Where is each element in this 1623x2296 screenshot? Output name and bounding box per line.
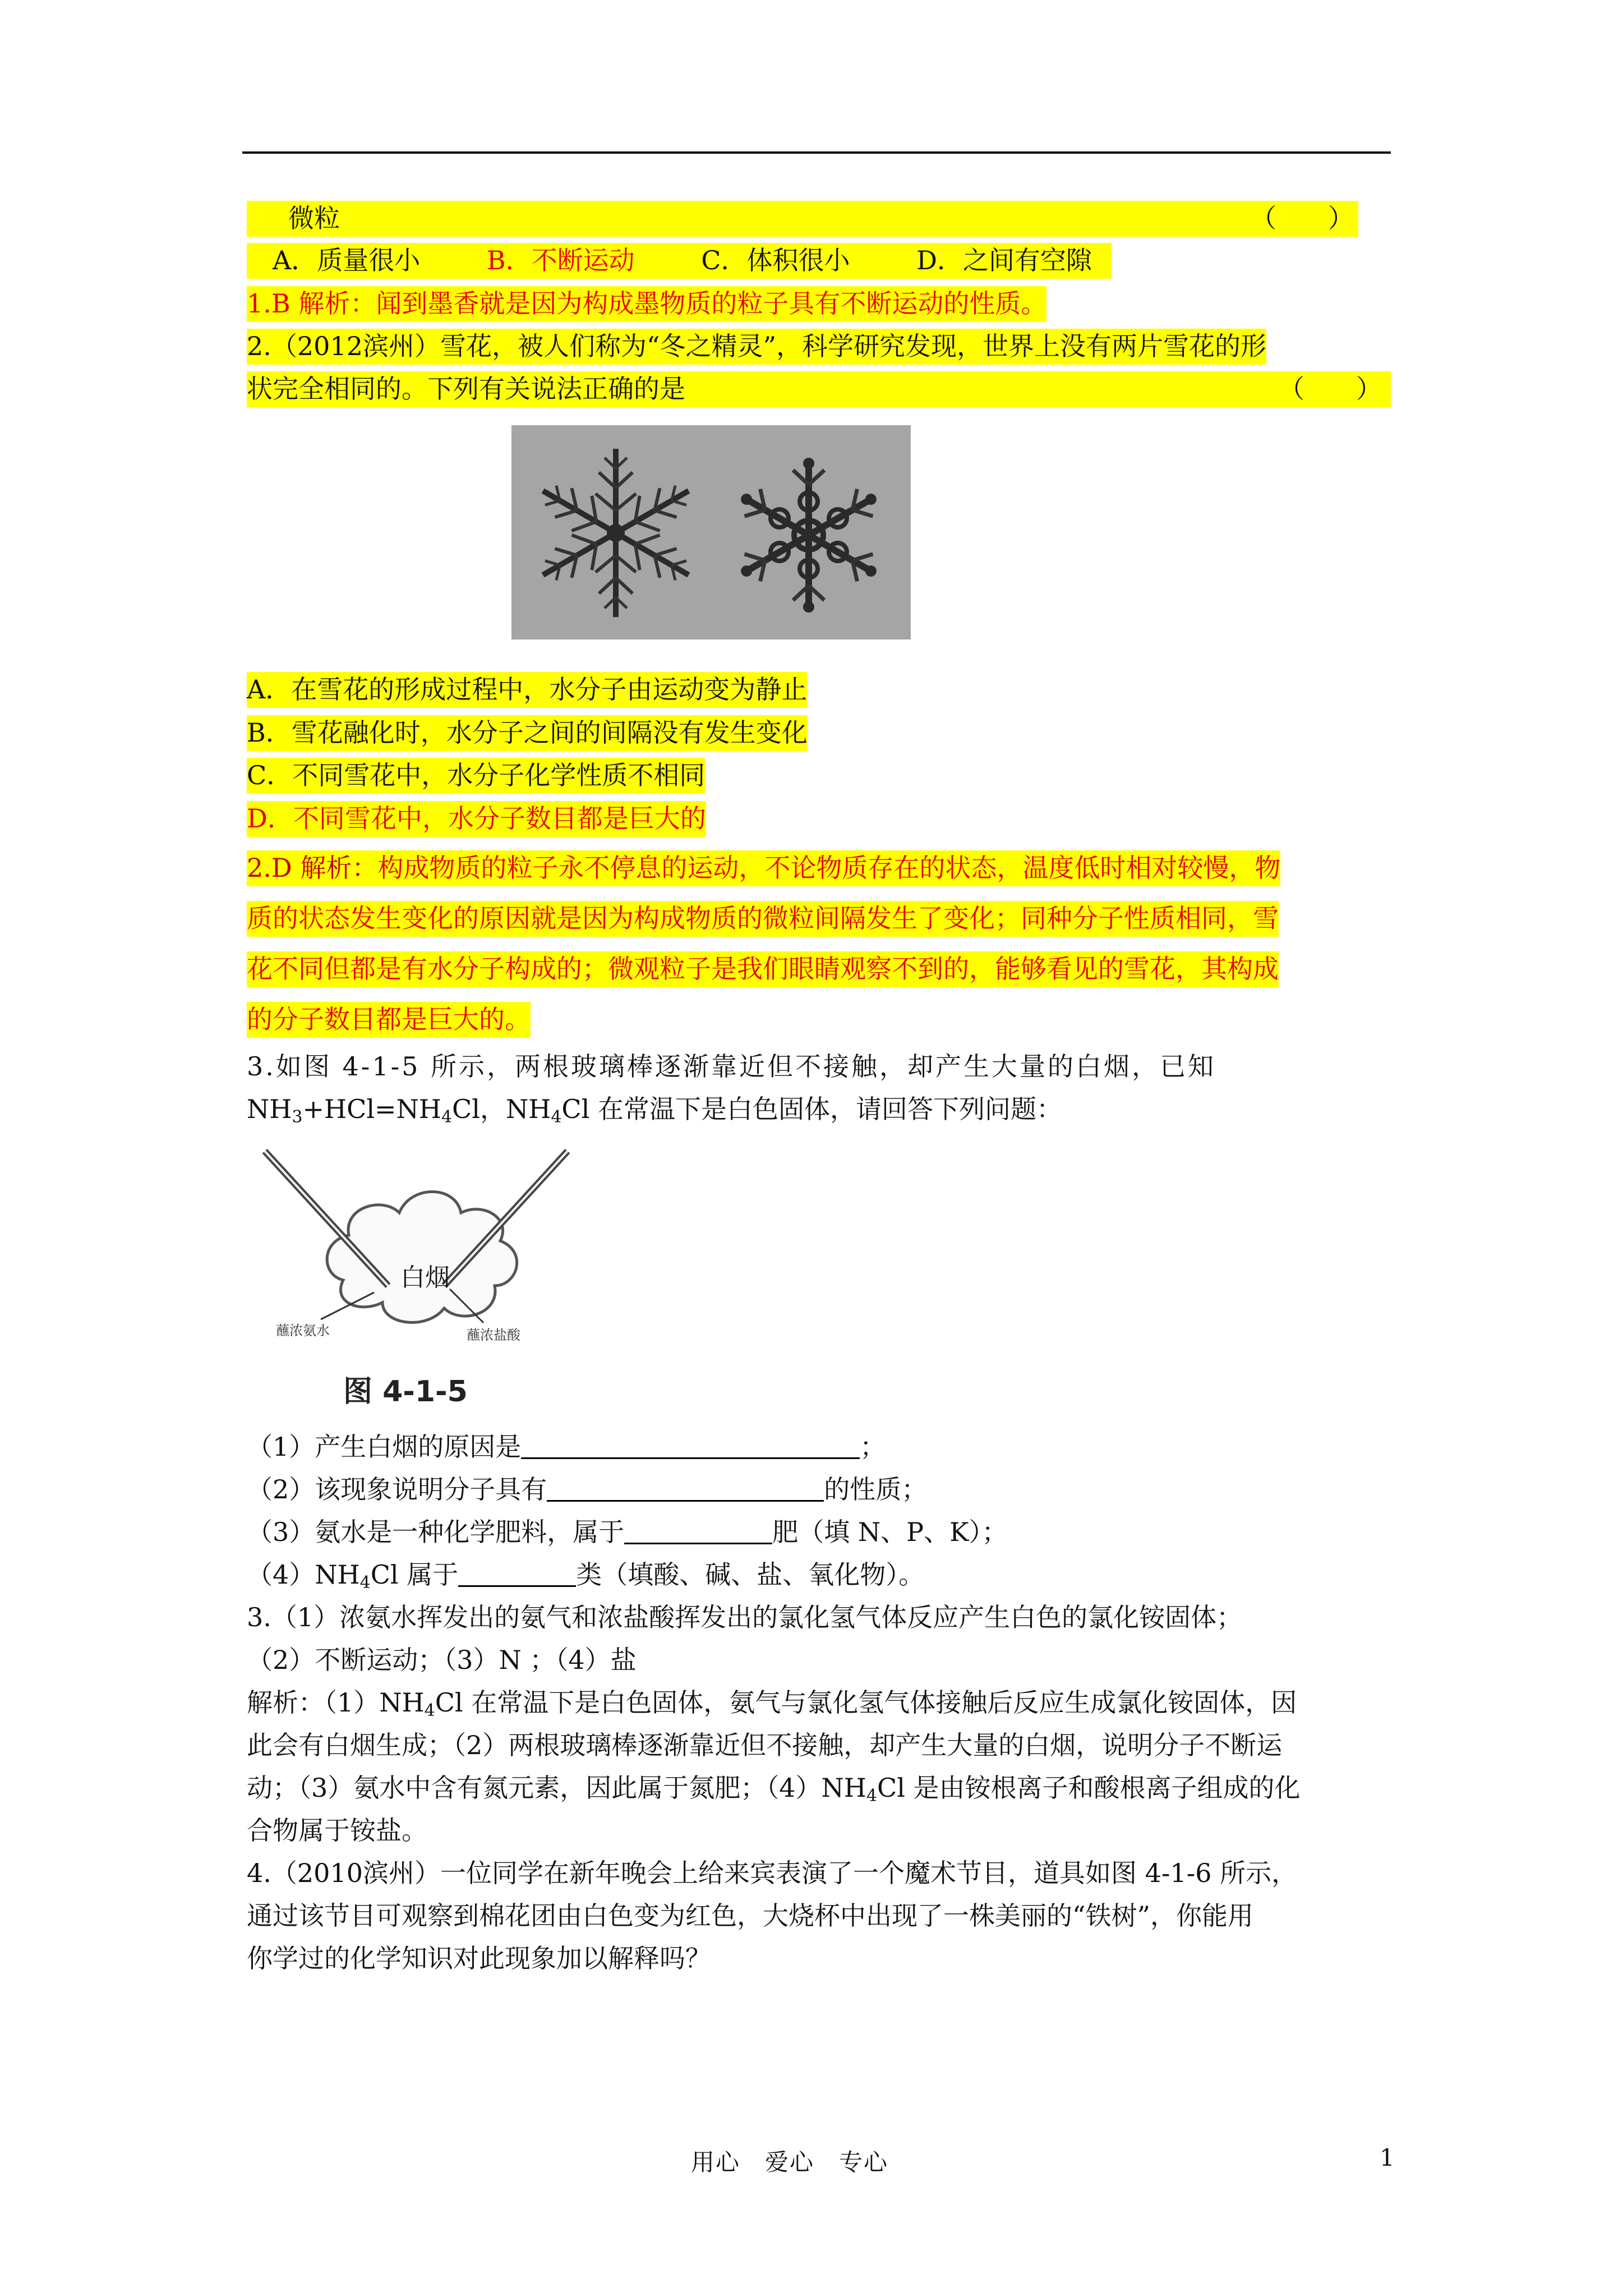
q3-sub1-blank[interactable] [521, 1433, 860, 1459]
q3-sub1 [247, 1429, 886, 1465]
q2-answer-line-3: 花不同但都是有水分子构成的；微观粒子是我们眼睛观察不到的，能够看见的雪花，其构成 [247, 951, 1279, 987]
q3-explanation-line-4: 合物属于铵盐。 [247, 1815, 427, 1846]
q3-stem-line-1: 3.如图 4-1-5 所示，两根玻璃棒逐渐靠近但不接触，却产生大量的白烟，已知 [247, 1051, 1216, 1082]
q3-sub-4b: 4 [551, 1107, 562, 1127]
q1-option-c: C．体积很小 [701, 245, 850, 275]
q3-sub3-blank[interactable] [624, 1518, 772, 1544]
q3-sub1-text: （1）产生白烟的原因是 [247, 1432, 522, 1462]
q1-option-a: A．质量很小 [273, 245, 421, 275]
q3-sub4-mid: Cl 属于 [370, 1559, 459, 1590]
smoke-figure [253, 1145, 601, 1359]
q3-sub3-end: 肥（填 N、P、K）； [772, 1517, 1008, 1547]
snowflake-photo [511, 425, 911, 639]
q3-answer-line-1: 3.（1）浓氨水挥发出的氨气和浓盐酸挥发出的氯化氢气体反应产生白色的氯化铵固体； [247, 1602, 1243, 1632]
q1-stem-text: 微粒 [288, 203, 340, 233]
q3-exp3-a: 动；（3）氨水中含有氮元素，因此属于氮肥；（4）NH [247, 1773, 866, 1803]
q2-answer-line-4: 的分子数目都是巨大的。 [247, 1002, 531, 1038]
q2-stem-text: 状完全相同的。下列有关说法正确的是 [247, 374, 685, 404]
q3-sub2-blank[interactable] [547, 1475, 824, 1502]
q3-exp1-sub: 4 [424, 1701, 435, 1720]
q3-stem-text: Cl 在常温下是白色固体，请回答下列问题： [561, 1094, 1062, 1124]
q3-exp1-b: Cl 在常温下是白色固体，氨气与氯化氢气体接触后反应生成氯化铵固体，因 [435, 1687, 1297, 1718]
smoke-label: 白烟 [400, 1263, 450, 1292]
q1-answer: 1.B 解析：闻到墨香就是因为构成墨物质的粒子具有不断运动的性质。 [247, 286, 1046, 322]
q3-sub4-end: 类（填酸、碱、盐、氧化物）。 [576, 1559, 925, 1590]
q2-option-b: B．雪花融化时，水分子之间的间隔没有发生变化 [247, 715, 808, 751]
q3-sub3-text: （3）氨水是一种化学肥料，属于 [247, 1517, 625, 1547]
footer-motto: 用心 爱心 专心 [691, 2148, 889, 2176]
header-rule [242, 151, 1391, 154]
q2-answer-line-1 [247, 850, 1280, 886]
q3-exp3-b: Cl 是由铵根离子和酸根离子组成的化 [877, 1773, 1301, 1803]
q3-explanation-line-3 [247, 1770, 1301, 1806]
q4-line-3: 你学过的化学知识对此现象加以解释吗？ [247, 1943, 711, 1973]
q3-formula-hcl: +HCl=NH [302, 1094, 441, 1124]
right-rod-label: 蘸浓盐酸 [467, 1327, 520, 1343]
q2-stem-line-2 [247, 371, 1391, 407]
q1-option-b: B．不断运动 [486, 245, 635, 275]
q3-explanation-line-1 [247, 1685, 1297, 1721]
q3-exp1-a: 解析：（1）NH [247, 1687, 425, 1718]
page-number: 1 [1380, 2144, 1395, 2171]
q3-sub3 [247, 1515, 1007, 1550]
q1-stem-line [247, 201, 1358, 237]
q3-sub4-text: （4）NH [247, 1559, 360, 1590]
q3-answer-line-2: （2）不断运动；（3）N ；（4）盐 [247, 1645, 637, 1675]
q2-answer-paren: （ ） [1279, 374, 1382, 404]
q2-option-c: C．不同雪花中，水分子化学性质不相同 [247, 758, 705, 794]
q3-sub1-end: ； [860, 1432, 886, 1462]
left-rod-label: 蘸浓氨水 [276, 1323, 330, 1338]
q4-line-1: 4.（2010滨州）一位同学在新年晚会上给来宾表演了一个魔术节目，道具如图 4-1-6 所示， [247, 1858, 1298, 1888]
q3-formula-nh: NH [247, 1094, 292, 1124]
q3-sub-3: 3 [292, 1107, 303, 1127]
q3-sub4-subscript: 4 [359, 1573, 371, 1593]
q4-line-2: 通过该节目可观察到棉花团由白色变为红色，大烧杯中出现了一株美丽的“铁树”，你能用 [247, 1901, 1254, 1931]
q2-answer-text-1: 构成物质的粒子永不停息的运动，不论物质存在的状态，温度低时相对较慢，物 [377, 853, 1281, 883]
q3-sub4-blank[interactable] [458, 1561, 576, 1587]
q3-sub2-end: 的性质； [824, 1474, 928, 1504]
q3-explanation-line-2: 此会有白烟生成；（2）两根玻璃棒逐渐靠近但不接触，却产生大量的白烟，说明分子不断运 [247, 1730, 1283, 1760]
q1-option-d: D．之间有空隙 [916, 245, 1092, 275]
q3-sub-4a: 4 [441, 1107, 453, 1127]
q2-stem-line-1: 2.（2012滨州）雪花，被人们称为“冬之精灵”，科学研究发现，世界上没有两片雪花的形 [247, 329, 1266, 365]
q2-answer-prefix: 2.D 解析： [247, 853, 378, 883]
q1-options-line [247, 243, 1112, 279]
q2-option-a: A．在雪花的形成过程中，水分子由运动变为静止 [247, 672, 807, 708]
q3-sub4 [247, 1557, 924, 1593]
q3-exp3-sub: 4 [866, 1786, 877, 1806]
q2-option-d: D．不同雪花中，水分子数目都是巨大的 [247, 801, 706, 837]
q3-stem-line-2 [247, 1092, 1062, 1128]
q3-sub2-text: （2）该现象说明分子具有 [247, 1474, 547, 1504]
q3-formula-cl: Cl，NH [452, 1094, 551, 1124]
q2-answer-line-2: 质的状态发生变化的原因就是因为构成物质的微粒间隔发生了变化；同种分子性质相同，雪 [247, 901, 1279, 937]
figure-caption: 图 4-1-5 [343, 1375, 468, 1409]
q1-answer-paren: （ ） [1251, 203, 1354, 233]
q3-sub2 [247, 1472, 927, 1508]
